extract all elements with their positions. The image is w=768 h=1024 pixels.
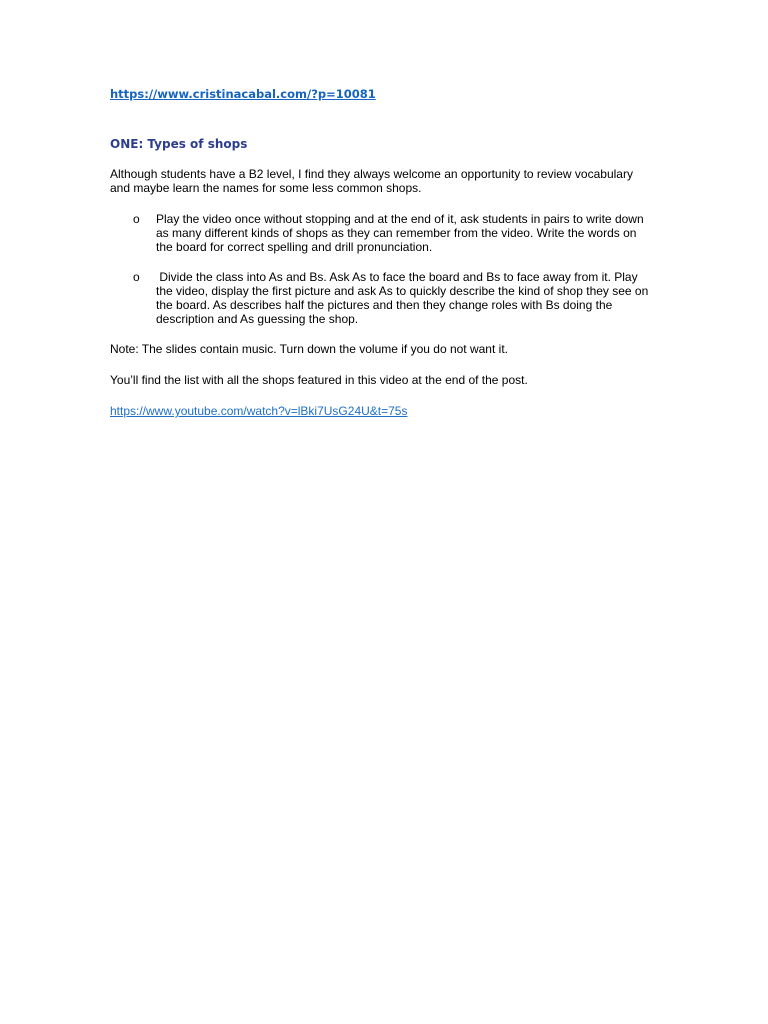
bullet-marker: o [133,212,140,226]
shop-list-info: You’ll find the list with all the shops featured in this video at the end of the post. [110,373,528,387]
bullet-marker: o [133,270,140,284]
list-item-text: Divide the class into As and Bs. Ask As to face the board and Bs to face away from it. Play the video, display the first picture and ask As to quickly describe the kind of shop they see on the board. As describes half the pictures and then they change roles with Bs doing the description and As guessing the shop. [156,270,652,326]
source-link[interactable]: https://www.cristinacabal.com/?p=10081 [110,87,376,101]
activity-list [110,212,655,326]
video-link[interactable]: https://www.youtube.com/watch?v=lBki7UsG24U&t=75s [110,404,408,418]
list-item [110,270,655,326]
list-item [110,212,655,254]
music-note: Note: The slides contain music. Turn down the volume if you do not want it. [110,342,508,356]
intro-paragraph: Although students have a B2 level, I find they always welcome an opportunity to review vocabulary and maybe learn the names for some less common shops. [110,167,633,195]
list-item-text: Play the video once without stopping and at the end of it, ask students in pairs to write down as many different kinds of shops as they can remember from the video. Write the words on the board for correct spelling and drill pronunciation. [156,212,644,254]
section-heading: ONE: Types of shops [110,137,248,151]
document-content [110,86,655,418]
